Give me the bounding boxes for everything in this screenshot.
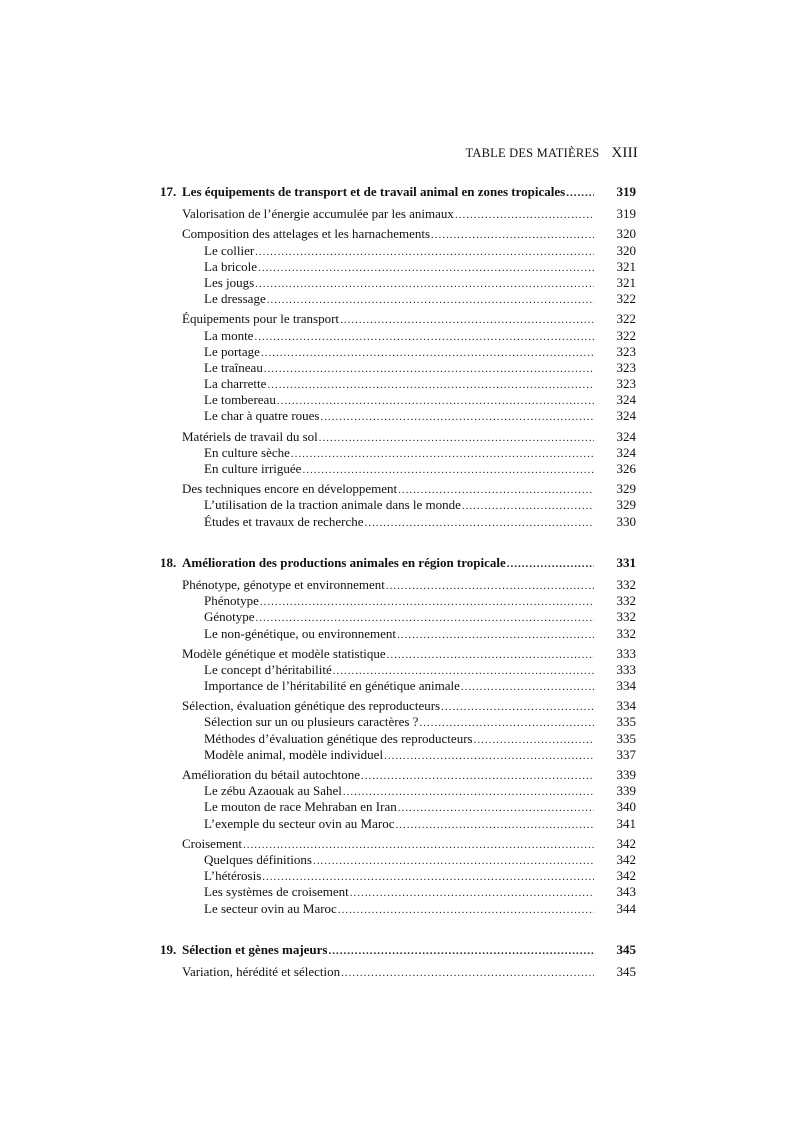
section-entry[interactable] [160, 206, 636, 222]
dot-leader [395, 817, 594, 833]
dot-leader [387, 647, 594, 663]
chapter-entry[interactable] [160, 942, 636, 958]
dot-leader [398, 482, 594, 498]
entry-title-text: Génotype [204, 609, 255, 625]
page-number: 341 [616, 815, 636, 831]
page-number: 339 [616, 783, 636, 799]
entry-title [204, 259, 257, 275]
entry-title-text: Amélioration des productions animales en région tropicale [182, 554, 506, 570]
entry-title [182, 836, 242, 852]
dot-leader [455, 207, 594, 223]
entry-title [204, 901, 337, 917]
entry-title-text: Matériels de travail du sol [182, 428, 318, 444]
page-number: 340 [616, 799, 636, 815]
subsection-entry[interactable] [160, 376, 636, 392]
subsection-entry[interactable] [160, 747, 636, 763]
entry-title-text: Le mouton de race Mehraban en Iran [204, 799, 397, 815]
page-number: 334 [616, 698, 636, 714]
entry-title [204, 731, 473, 747]
dot-leader [319, 430, 594, 446]
subsection-entry[interactable] [160, 884, 636, 900]
entry-title [182, 964, 340, 980]
dot-leader [255, 276, 594, 292]
dot-leader [291, 446, 594, 462]
entry-title [204, 275, 254, 291]
entry-title-text: Le non-génétique, ou environnement [204, 625, 397, 641]
dot-leader [243, 837, 594, 853]
entry-title-text: Importance de l’héritabilité en génétique animale [204, 678, 460, 694]
entry-title [204, 714, 418, 730]
entry-title [204, 497, 461, 513]
entry-title [204, 747, 383, 763]
subsection-entry[interactable] [160, 392, 636, 408]
entry-title [204, 593, 259, 609]
entry-title [204, 662, 332, 678]
page-number: 329 [616, 481, 636, 497]
chapter-entry[interactable] [160, 184, 636, 200]
subsection-entry[interactable] [160, 609, 636, 625]
page-number: 343 [616, 884, 636, 900]
page-number: 333 [616, 645, 636, 661]
entry-title-text: Le tombereau [204, 392, 276, 408]
page-number: 324 [616, 428, 636, 444]
entry-title-text: Composition des attelages et les harnachements [182, 226, 431, 242]
entry-title-text: Le secteur ovin au Maroc [204, 900, 337, 916]
entry-title-text: Le char à quatre roues [204, 408, 320, 424]
entry-title [204, 868, 261, 884]
entry-title-text: Le collier [204, 242, 255, 258]
dot-leader [365, 515, 594, 531]
entry-title [182, 577, 385, 593]
entry-title [160, 184, 565, 200]
entry-title [204, 626, 396, 642]
entry-title [182, 698, 440, 714]
entry-title-text: Le zébu Azaouak au Sahel [204, 783, 342, 799]
page-number: 335 [616, 714, 636, 730]
page-number: 323 [616, 359, 636, 375]
entry-title [182, 311, 339, 327]
entry-title [204, 783, 342, 799]
page-number: 345 [616, 963, 636, 979]
entry-title-text: Phénotype, génotype et environnement [182, 576, 385, 592]
entry-title [204, 514, 364, 530]
subsection-entry[interactable] [160, 868, 636, 884]
dot-leader [340, 312, 594, 328]
entry-title [204, 609, 255, 625]
entry-title-text: Phénotype [204, 593, 259, 609]
dot-leader [341, 965, 594, 981]
dot-leader [566, 185, 594, 201]
page-number: 342 [616, 835, 636, 851]
section-entry[interactable] [160, 836, 636, 852]
subsection-entry[interactable] [160, 714, 636, 730]
dot-leader [461, 679, 594, 695]
dot-leader [333, 663, 594, 679]
dot-leader [313, 853, 594, 869]
page-number: 345 [616, 941, 636, 957]
subsection-entry[interactable] [160, 328, 636, 344]
dot-leader [361, 768, 594, 784]
subsection-entry[interactable] [160, 259, 636, 275]
entry-title-text: Des techniques encore en développement [182, 481, 398, 497]
page-number: 319 [616, 206, 636, 222]
subsection-entry[interactable] [160, 360, 636, 376]
section-entry[interactable] [160, 698, 636, 714]
entry-title-text: Le portage [204, 343, 260, 359]
chapter-number: 19. [160, 941, 177, 957]
page-number: 329 [616, 497, 636, 513]
subsection-entry[interactable] [160, 291, 636, 307]
page-number: 332 [616, 576, 636, 592]
running-head [466, 145, 638, 162]
section-entry[interactable] [160, 767, 636, 783]
section-entry[interactable] [160, 964, 636, 980]
entry-title-text: Modèle animal, modèle individuel [204, 746, 384, 762]
dot-leader [462, 498, 594, 514]
section-entry[interactable] [160, 646, 636, 662]
dot-leader [256, 610, 594, 626]
section-entry[interactable] [160, 481, 636, 497]
entry-title [204, 392, 276, 408]
entry-title [182, 481, 397, 497]
page-number: 321 [616, 274, 636, 290]
entry-title-text: L’utilisation de la traction animale dans le monde [204, 497, 461, 513]
subsection-entry[interactable] [160, 344, 636, 360]
page-number: 332 [616, 593, 636, 609]
subsection-entry[interactable] [160, 408, 636, 424]
subsection-entry[interactable] [160, 275, 636, 291]
dot-leader [321, 409, 595, 425]
page-number: 330 [616, 513, 636, 529]
entry-title-text: Valorisation de l’énergie accumulée par les animaux [182, 206, 454, 222]
entry-title-text: Le traîneau [204, 359, 263, 375]
table-of-contents [160, 180, 636, 980]
entry-title-text: Études et travaux de recherche [204, 513, 364, 529]
subsection-entry[interactable] [160, 593, 636, 609]
entry-title-text: Quelques définitions [204, 851, 312, 867]
chapter-spacer [160, 530, 636, 551]
entry-title [182, 767, 360, 783]
section-entry[interactable] [160, 311, 636, 327]
page-number: 335 [616, 730, 636, 746]
entry-title [182, 226, 430, 242]
entry-title-text: La bricole [204, 258, 258, 274]
dot-leader [384, 748, 594, 764]
page-number: 332 [616, 625, 636, 641]
entry-title-text: Variation, hérédité et sélection [182, 963, 341, 979]
page-number: 324 [616, 392, 636, 408]
page-number: 342 [616, 851, 636, 867]
dot-leader [264, 361, 594, 377]
dot-leader [329, 943, 595, 959]
dot-leader [350, 885, 594, 901]
entry-title [204, 884, 349, 900]
page-number: 342 [616, 868, 636, 884]
chapter-spacer [160, 917, 636, 938]
entry-title-text: La monte [204, 327, 254, 343]
entry-title [182, 646, 386, 662]
subsection-entry[interactable] [160, 461, 636, 477]
entry-title-text: Méthodes d’évaluation génétique des reproducteurs [204, 730, 473, 746]
entry-title-text: Les systèmes de croisement [204, 884, 349, 900]
entry-title [204, 344, 260, 360]
page-number: 331 [616, 554, 636, 570]
chapter-entry[interactable] [160, 555, 636, 571]
section-entry[interactable] [160, 577, 636, 593]
dot-leader [419, 715, 594, 731]
dot-leader [397, 627, 594, 643]
entry-title [204, 445, 290, 461]
page-number: 319 [616, 184, 636, 199]
entry-title-text: L’exemple du secteur ovin au Maroc [204, 815, 395, 831]
dot-leader [386, 578, 594, 594]
dot-leader [260, 594, 594, 610]
dot-leader [431, 227, 594, 243]
dot-leader [254, 329, 594, 345]
subsection-entry[interactable] [160, 626, 636, 642]
entry-title-text: Croisement [182, 835, 242, 851]
entry-title-text: La charrette [204, 376, 267, 392]
page-number: 322 [616, 327, 636, 343]
entry-title-text: Sélection sur un ou plusieurs caractères ? [204, 714, 419, 730]
entry-title-text: En culture sèche [204, 444, 290, 460]
entry-title [204, 799, 397, 815]
dot-leader [343, 784, 594, 800]
entry-title-text: L’hétérosis [204, 868, 262, 884]
page-number: 322 [616, 311, 636, 327]
entry-title [204, 408, 320, 424]
dot-leader [261, 345, 594, 361]
running-head-label: TABLE DES MATIÈRES [465, 146, 600, 160]
entry-title [204, 678, 460, 694]
dot-leader [267, 292, 594, 308]
page-number: 333 [616, 661, 636, 677]
page-number: 324 [616, 444, 636, 460]
entry-title [204, 291, 266, 307]
entry-title-text: Modèle génétique et modèle statistique [182, 645, 386, 661]
entry-title [182, 206, 454, 222]
subsection-entry[interactable] [160, 243, 636, 259]
page-number: 337 [616, 746, 636, 762]
page-number: 344 [616, 900, 636, 916]
entry-title [204, 816, 394, 832]
entry-title-text: Les jougs [204, 274, 255, 290]
subsection-entry[interactable] [160, 901, 636, 917]
entry-title [160, 942, 328, 958]
dot-leader [507, 556, 594, 572]
chapter-number: 18. [160, 554, 177, 570]
section-entry[interactable] [160, 429, 636, 445]
entry-title [182, 429, 318, 445]
dot-leader [267, 377, 594, 393]
section-entry[interactable] [160, 226, 636, 242]
dot-leader [258, 260, 594, 276]
entry-title-text: Sélection, évaluation génétique des reproducteurs [182, 698, 441, 714]
page-number: 320 [616, 226, 636, 242]
dot-leader [262, 869, 594, 885]
page-number: 323 [616, 343, 636, 359]
entry-title [204, 376, 266, 392]
page-number: 322 [616, 291, 636, 307]
page-number: 332 [616, 609, 636, 625]
subsection-entry[interactable] [160, 662, 636, 678]
subsection-entry[interactable] [160, 783, 636, 799]
entry-title-text: Équipements pour le transport [182, 311, 340, 327]
subsection-entry[interactable] [160, 816, 636, 832]
chapter-number: 17. [160, 184, 177, 199]
page-number: 326 [616, 461, 636, 476]
entry-title-text: En culture irriguée [204, 461, 302, 476]
subsection-entry[interactable] [160, 731, 636, 747]
entry-title [204, 461, 301, 477]
entry-title-text: Le concept d’héritabilité [204, 661, 332, 677]
entry-title-text: Sélection et gènes majeurs [182, 941, 328, 957]
entry-title-text: Les équipements de transport et de travail animal en zones tropicales [182, 184, 566, 199]
subsection-entry[interactable] [160, 497, 636, 513]
page-number: 320 [616, 242, 636, 258]
subsection-entry[interactable] [160, 514, 636, 530]
subsection-entry[interactable] [160, 852, 636, 868]
subsection-entry[interactable] [160, 445, 636, 461]
entry-title-text: Amélioration du bétail autochtone [182, 767, 360, 782]
entry-title-text: Le dressage [204, 291, 266, 307]
page-number: 334 [616, 678, 636, 694]
subsection-entry[interactable] [160, 799, 636, 815]
dot-leader [302, 462, 594, 478]
page-number: 339 [616, 767, 636, 782]
entry-title [204, 328, 253, 344]
subsection-entry[interactable] [160, 678, 636, 694]
page-number: 323 [616, 376, 636, 392]
entry-title [204, 243, 254, 259]
dot-leader [255, 244, 594, 260]
entry-title [160, 555, 506, 571]
page-folio: XIII [611, 145, 638, 161]
page-number: 321 [616, 258, 636, 274]
dot-leader [398, 800, 594, 816]
dot-leader [277, 393, 594, 409]
dot-leader [474, 732, 594, 748]
entry-title [204, 360, 263, 376]
dot-leader [441, 699, 594, 715]
entry-title [204, 852, 312, 868]
page-number: 324 [616, 408, 636, 424]
dot-leader [338, 902, 594, 918]
